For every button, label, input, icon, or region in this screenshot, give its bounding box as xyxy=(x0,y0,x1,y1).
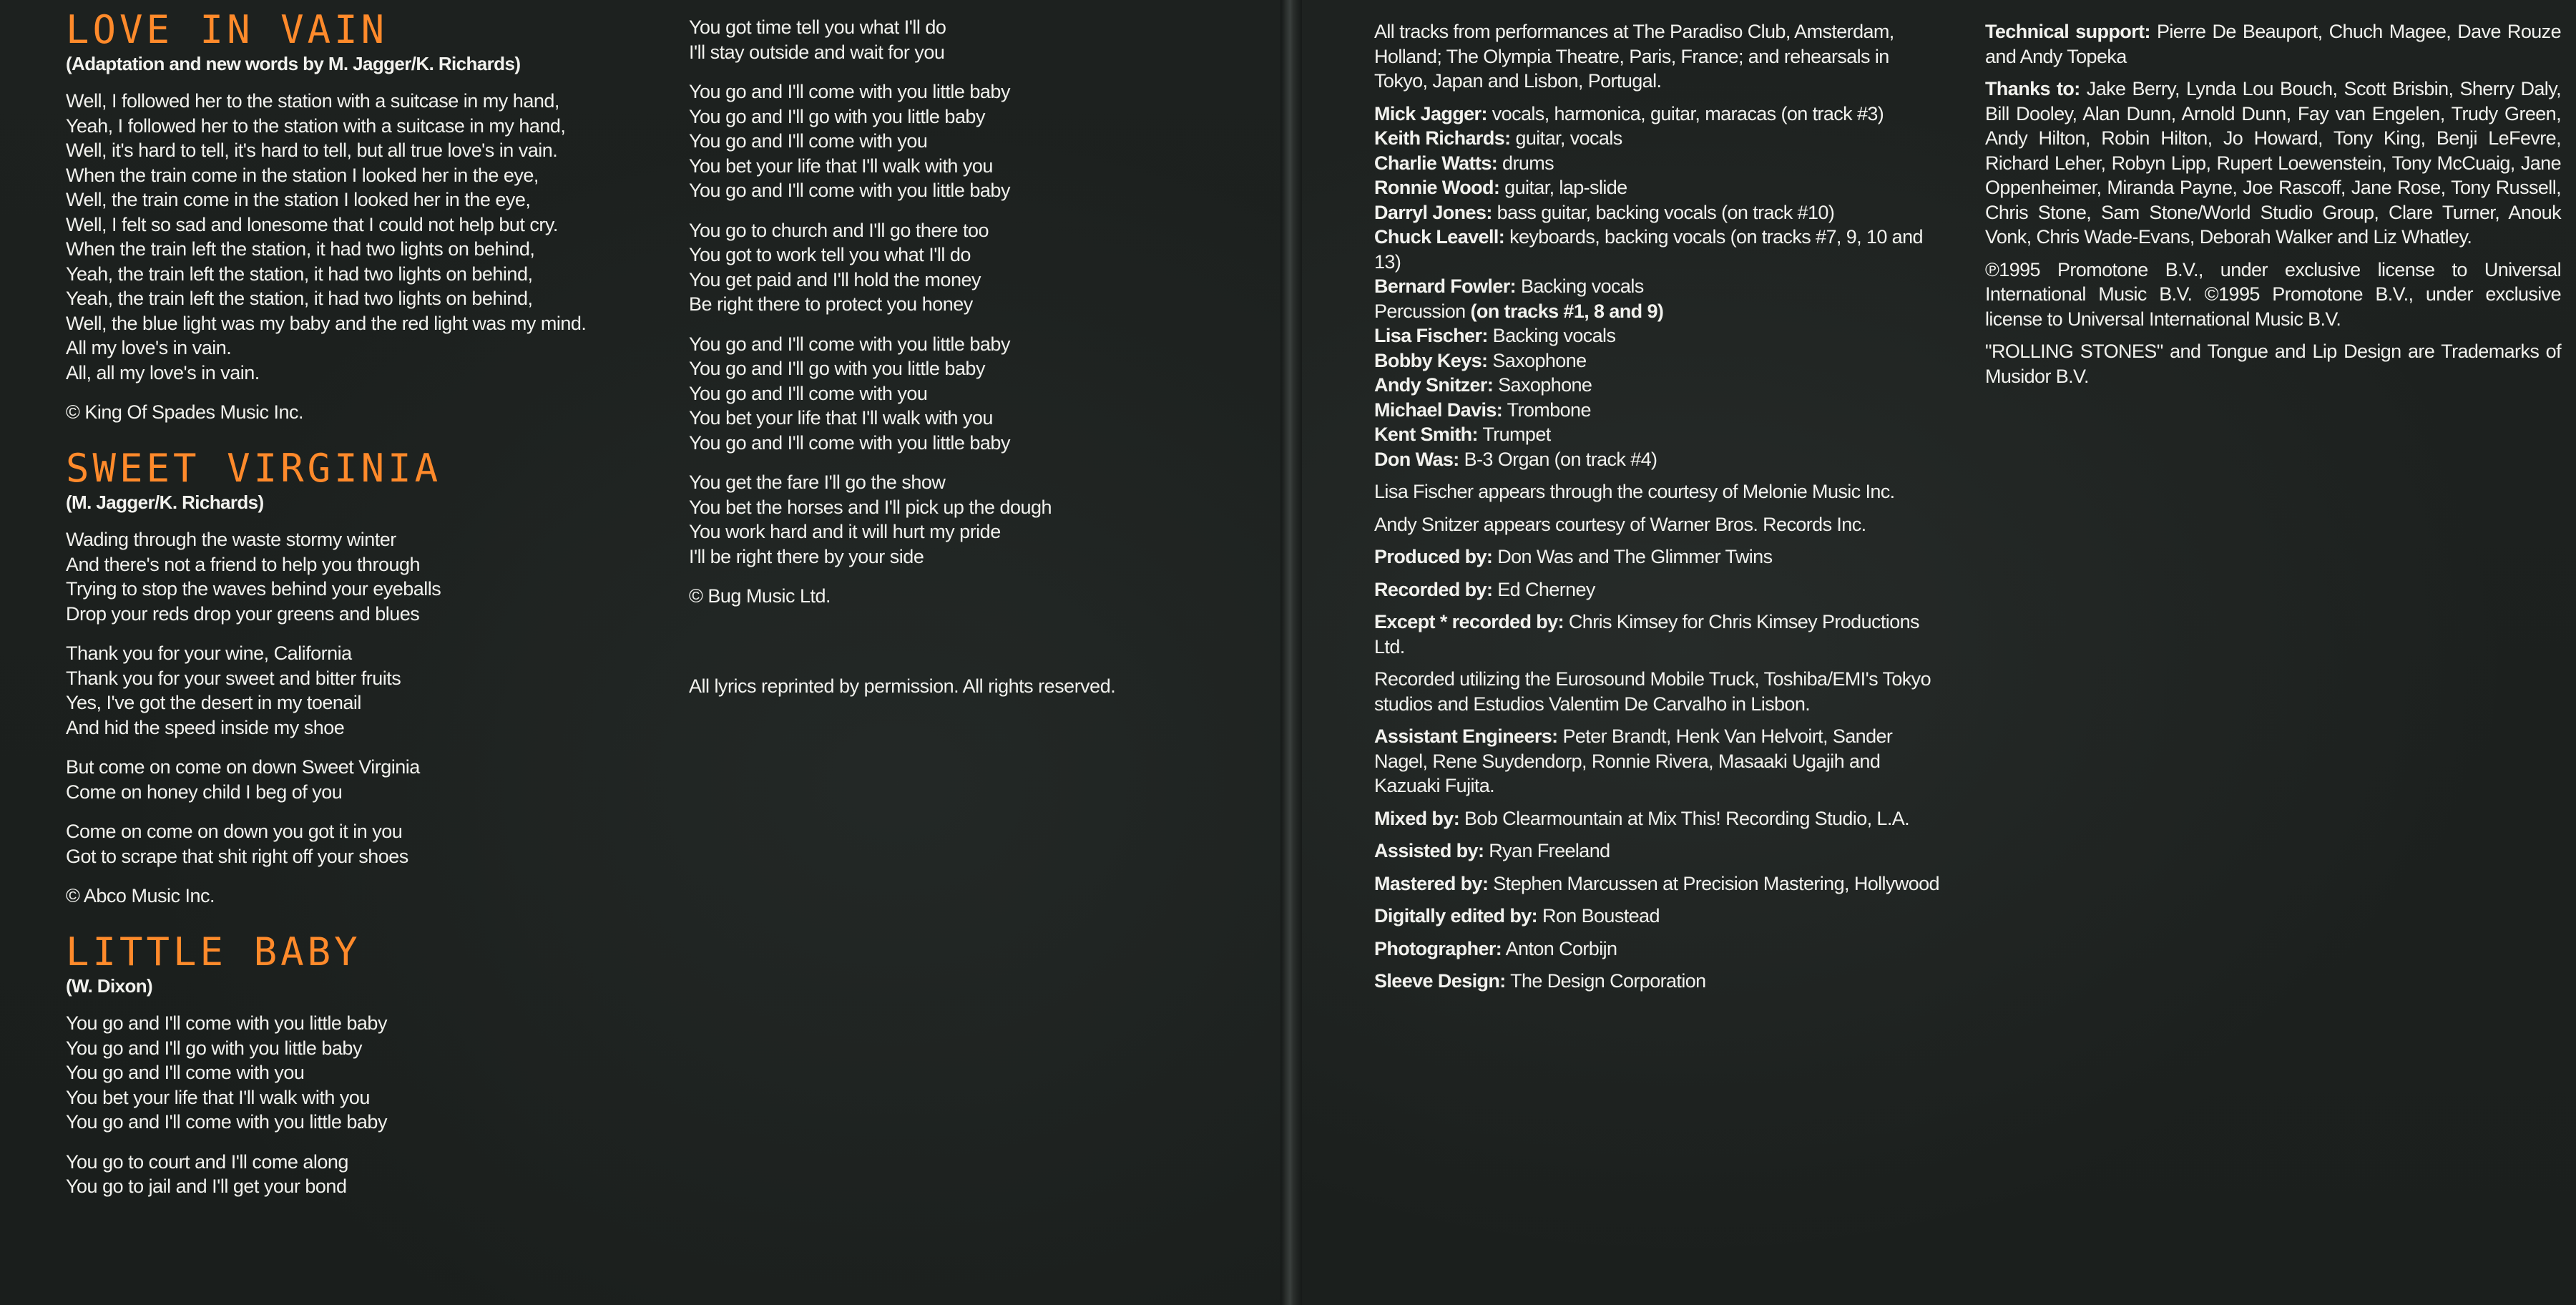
lyric-line: Wading through the waste stormy winter xyxy=(66,529,396,550)
musician-role: guitar, lap-slide xyxy=(1499,177,1627,198)
production-credit xyxy=(1374,610,1943,659)
lyrics-stanza xyxy=(66,819,681,869)
lyrics-stanza xyxy=(689,79,1261,203)
credit-text: Peter Brandt, Henk Van Helvoirt, Sander Nagel, Rene Suydendorp, Ronnie Rivera, Masaaki Ugajih and Kazuaki Fujita. xyxy=(1374,725,1893,796)
musician-name: Bobby Keys: xyxy=(1374,349,1488,371)
musician-name: Keith Richards: xyxy=(1374,127,1511,149)
song-title-love-in-vain: LOVE IN VAIN xyxy=(66,7,388,52)
lyrics-stanza xyxy=(689,470,1261,569)
musician-role: vocals, harmonica, guitar, maracas (on track #3) xyxy=(1487,102,1884,124)
personnel-entry xyxy=(1374,373,1943,398)
credit-label: Produced by: xyxy=(1374,546,1493,567)
musician-name: Charlie Watts: xyxy=(1374,152,1498,174)
credit-text: Ryan Freeland xyxy=(1484,840,1610,861)
lyric-line: Thank you for your wine, California xyxy=(66,642,352,664)
credit-text: Ed Cherney xyxy=(1492,578,1595,600)
left-page xyxy=(0,0,1280,1305)
song-title-little-baby: LITTLE BABY xyxy=(66,929,361,974)
lyric-line: When the train left the station, it had two lights on behind, xyxy=(66,238,535,260)
lyric-line: Got to scrape that shit right off your shoes xyxy=(66,845,408,867)
lyric-line: Yes, I've got the desert in my toenail xyxy=(66,692,361,713)
lyric-line: Well, the train come in the station I looked her in the eye, xyxy=(66,189,531,210)
lyric-line: You bet the horses and I'll pick up the dough xyxy=(689,496,1052,518)
production-credit xyxy=(1374,839,1943,864)
credit-text: Ron Boustead xyxy=(1537,905,1660,927)
credit-text: Chris Kimsey for Chris Kimsey Productions Ltd. xyxy=(1374,611,1919,658)
lyric-line: Well, I followed her to the station with a suitcase in my hand, xyxy=(66,90,559,112)
lyric-line: Yeah, the train left the station, it had two lights on behind, xyxy=(66,263,533,285)
courtesy-note: Lisa Fischer appears through the courtesy of Melonie Music Inc. xyxy=(1374,481,1895,502)
production-credit xyxy=(1374,969,1943,994)
technical-support xyxy=(1985,19,2561,69)
credit-text: The Design Corporation xyxy=(1505,970,1706,992)
musician-role: Backing vocals xyxy=(1516,275,1644,297)
copyright-notice: © Abco Music Inc. xyxy=(66,885,215,906)
personnel-entry xyxy=(1374,447,1943,472)
personnel-entry xyxy=(1374,102,1943,127)
production-credit xyxy=(1374,871,1943,896)
musician-role: keyboards, backing vocals (on tracks #7, 9, 10 and 13) xyxy=(1374,226,1923,273)
lyric-line: You got to work tell you what I'll do xyxy=(689,244,971,265)
production-credit xyxy=(1374,577,1943,602)
musician-role: Trumpet xyxy=(1477,424,1551,445)
songwriter-credit: (W. Dixon) xyxy=(66,975,153,997)
musician-name: Don Was: xyxy=(1374,448,1459,470)
lyrics-stanza xyxy=(689,15,1261,64)
lyric-line: All, all my love's in vain. xyxy=(66,361,260,383)
credit-label: Recorded by: xyxy=(1374,578,1493,600)
musician-role: B-3 Organ (on track #4) xyxy=(1459,448,1657,470)
credit-label: Digitally edited by: xyxy=(1374,905,1538,927)
lyrics-stanza xyxy=(689,218,1261,317)
lyric-line: And there's not a friend to help you through xyxy=(66,553,421,575)
recording-venues: All tracks from performances at The Paradiso Club, Amsterdam, Holland; The Olympia Theatre, Paris, France; and rehearsals in Tokyo, Japan and Lisbon, Portugal. xyxy=(1374,21,1894,92)
lyric-line: Trying to stop the waves behind your eyeballs xyxy=(66,578,441,600)
credit-label: Sleeve Design: xyxy=(1374,970,1506,992)
personnel-list xyxy=(1374,102,1943,472)
lyric-line: You go and I'll come with you little baby xyxy=(689,180,1010,201)
credit-text: Stephen Marcussen at Precision Mastering, Hollywood xyxy=(1488,872,1939,894)
musician-name: Ronnie Wood: xyxy=(1374,177,1500,198)
lyrics-stanza xyxy=(66,89,681,385)
lyric-line: You bet your life that I'll walk with you xyxy=(66,1086,370,1108)
personnel-entry xyxy=(1374,126,1943,151)
lyric-line: When the train come in the station I looked her in the eye, xyxy=(66,164,539,186)
lyric-line: You got time tell you what I'll do xyxy=(689,16,946,38)
musician-name: Kent Smith: xyxy=(1374,424,1478,445)
musician-role: Backing vocals xyxy=(1487,325,1616,346)
credit-label: Assisted by: xyxy=(1374,840,1484,861)
thanks-list xyxy=(1985,77,2561,250)
lyric-line: You go to church and I'll go there too xyxy=(689,219,989,241)
personnel-entry xyxy=(1374,422,1943,447)
lyric-line: I'll be right there by your side xyxy=(689,545,924,567)
lyric-line: Well, I felt so sad and lonesome that I could not help but cry. xyxy=(66,213,558,235)
lyric-line: Well, the blue light was my baby and the red light was my mind. xyxy=(66,312,587,334)
lyric-line: You go and I'll come with you little baby xyxy=(689,431,1010,454)
courtesy-note: Andy Snitzer appears courtesy of Warner Bros. Records Inc. xyxy=(1374,513,1866,535)
permission-notice: All lyrics reprinted by permission. All rights reserved. xyxy=(689,675,1116,697)
credit-label: Except * recorded by: xyxy=(1374,611,1564,632)
production-credit xyxy=(1374,724,1943,798)
lyric-line: But come on come on down Sweet Virginia xyxy=(66,756,420,778)
production-credit xyxy=(1374,806,1943,831)
lyric-line: You go and I'll come with you xyxy=(689,130,928,152)
credit-label: Mixed by: xyxy=(1374,807,1460,829)
lyrics-stanza xyxy=(66,755,681,804)
lyrics-column-1 xyxy=(66,9,681,1214)
songwriter-credit: (Adaptation and new words by M. Jagger/K. Richards) xyxy=(66,53,521,74)
songwriter-credit: (M. Jagger/K. Richards) xyxy=(66,492,264,513)
musician-role: Percussion xyxy=(1374,300,1466,322)
personnel-entry xyxy=(1374,398,1943,423)
lyric-line: Yeah, I followed her to the station with a suitcase in my hand, xyxy=(66,114,566,137)
song-title-sweet-virginia: SWEET VIRGINIA xyxy=(66,446,442,491)
lyric-line: You go and I'll go with you little baby xyxy=(66,1037,362,1059)
musician-role: Trombone xyxy=(1502,399,1591,421)
personnel-entry xyxy=(1374,175,1943,200)
lyrics-column-2 xyxy=(689,15,1261,698)
personnel-entry xyxy=(1374,200,1943,225)
lyrics-stanza xyxy=(689,332,1261,456)
lyric-line: You bet your life that I'll walk with you xyxy=(689,407,993,429)
lyric-line: Come on honey child I beg of you xyxy=(66,781,343,803)
recording-facilities: Recorded utilizing the Eurosound Mobile Truck, Toshiba/EMI's Tokyo studios and Estudios Valentim De Carvalho in Lisbon. xyxy=(1374,668,1931,715)
track-note: (on tracks #1, 8 and 9) xyxy=(1465,300,1664,322)
lyric-line: Drop your reds drop your greens and blues xyxy=(66,602,420,625)
lyric-line: You go and I'll come with you xyxy=(689,382,928,404)
production-credit xyxy=(1374,937,1943,962)
lyric-line: You go to jail and I'll get your bond xyxy=(66,1176,347,1197)
lyric-line: Well, it's hard to tell, it's hard to tell, but all true love's in vain. xyxy=(66,140,558,161)
credit-text: Don Was and The Glimmer Twins xyxy=(1492,546,1773,567)
lyric-line: I'll stay outside and wait for you xyxy=(689,41,945,63)
production-credit xyxy=(1374,904,1943,929)
musician-role: Saxophone xyxy=(1487,349,1587,371)
musician-role: Saxophone xyxy=(1493,374,1592,396)
personnel-entry xyxy=(1374,274,1943,299)
lyric-line: Thank you for your sweet and bitter fruits xyxy=(66,667,401,689)
lyric-line: Be right there to protect you honey xyxy=(689,293,973,315)
right-page xyxy=(1302,0,2576,1305)
copyright-notice: © King Of Spades Music Inc. xyxy=(66,401,304,423)
lyric-line: You go and I'll go with you little baby xyxy=(689,358,985,379)
musician-role: guitar, vocals xyxy=(1510,127,1622,149)
credit-text: Anton Corbijn xyxy=(1502,937,1617,959)
musician-name: Bernard Fowler: xyxy=(1374,275,1517,297)
booklet-fold xyxy=(1280,0,1302,1305)
lyrics-stanza xyxy=(66,1150,681,1199)
lyric-line: You get paid and I'll hold the money xyxy=(689,268,981,290)
lyric-line: You go to court and I'll come along xyxy=(66,1150,348,1173)
lyric-line: You go and I'll come with you xyxy=(66,1062,305,1083)
personnel-entry xyxy=(1374,151,1943,176)
credit-text: Bob Clearmountain at Mix This! Recording Studio, L.A. xyxy=(1459,807,1910,829)
personnel-entry xyxy=(1374,323,1943,348)
credit-text: Jake Berry, Lynda Lou Bouch, Scott Brisbin, Sherry Daly, Bill Dooley, Alan Dunn, Arnold Dunn, Fay van Engelen, Trudy Green, Andy Hilton, Robin Hilton, Jo Howard, Tony King, Benji LeFevre, Richard Leher, Robyn Lipp, Rupert Loewenstein, Tony McCuaig, Jane Oppenheimer, Miranda Payne, Joe Rascoff, Jane Rose, Tony Russell, Chris Stone, Sam Stone/World Studio Group, Clare Turner, Anouk Vonk, Chris Wade-Evans, Deborah Walker and Liz Whatley. xyxy=(1985,78,2561,248)
credit-text: Pierre De Beauport, Chuch Magee, Dave Rouze and Andy Topeka xyxy=(1985,21,2561,67)
musician-name: Chuck Leavell: xyxy=(1374,226,1505,248)
lyric-line: And hid the speed inside my shoe xyxy=(66,716,345,738)
lyric-line: You bet your life that I'll walk with you xyxy=(689,155,993,177)
musician-name: Darryl Jones: xyxy=(1374,201,1492,223)
lyric-line: You go and I'll go with you little baby xyxy=(689,105,985,127)
credit-label: Technical support: xyxy=(1985,21,2150,42)
personnel-entry xyxy=(1374,225,1943,274)
lyrics-stanza xyxy=(66,527,681,626)
credit-label: Assistant Engineers: xyxy=(1374,725,1558,747)
lyric-line: You go and I'll come with you little baby xyxy=(66,1111,387,1133)
credit-label: Photographer: xyxy=(1374,937,1502,959)
lyrics-stanza xyxy=(66,1011,681,1135)
lyric-line: You go and I'll come with you little baby xyxy=(689,81,1010,102)
lyric-line: Come on come on down you got it in you xyxy=(66,821,403,842)
credit-label: Thanks to: xyxy=(1985,78,2080,99)
lyric-line: You go and I'll come with you little baby xyxy=(689,333,1010,355)
personnel-entry xyxy=(1374,299,1943,324)
personnel-entry xyxy=(1374,348,1943,373)
musician-name: Lisa Fischer: xyxy=(1374,325,1488,346)
lyric-line: You work hard and it will hurt my pride xyxy=(689,521,1001,542)
lyric-line: You go and I'll come with you little baby xyxy=(66,1012,387,1034)
credits-column-1 xyxy=(1374,19,1943,1002)
lyric-line: Yeah, the train left the station, it had two lights on behind, xyxy=(66,288,533,309)
musician-name: Mick Jagger: xyxy=(1374,102,1487,124)
lyrics-stanza xyxy=(66,641,681,740)
credits-column-2 xyxy=(1985,19,2561,396)
trademark-notice: "ROLLING STONES" and Tongue and Lip Design are Trademarks of Musidor B.V. xyxy=(1985,341,2561,387)
license-notice: ℗1995 Promotone B.V., under exclusive license to Universal International Music B.V. ©1995 Promotone B.V., under exclusive license to Universal International Music B.V. xyxy=(1985,258,2561,330)
lyric-line: All my love's in vain. xyxy=(66,337,232,358)
copyright-notice: © Bug Music Ltd. xyxy=(689,585,831,607)
musician-role: drums xyxy=(1497,152,1554,174)
musician-role: bass guitar, backing vocals (on track #10) xyxy=(1492,201,1835,223)
musician-name: Michael Davis: xyxy=(1374,399,1503,421)
lyric-line: You get the fare I'll go the show xyxy=(689,471,946,493)
musician-name: Andy Snitzer: xyxy=(1374,374,1494,396)
credit-label: Mastered by: xyxy=(1374,872,1489,894)
production-credit xyxy=(1374,544,1943,570)
